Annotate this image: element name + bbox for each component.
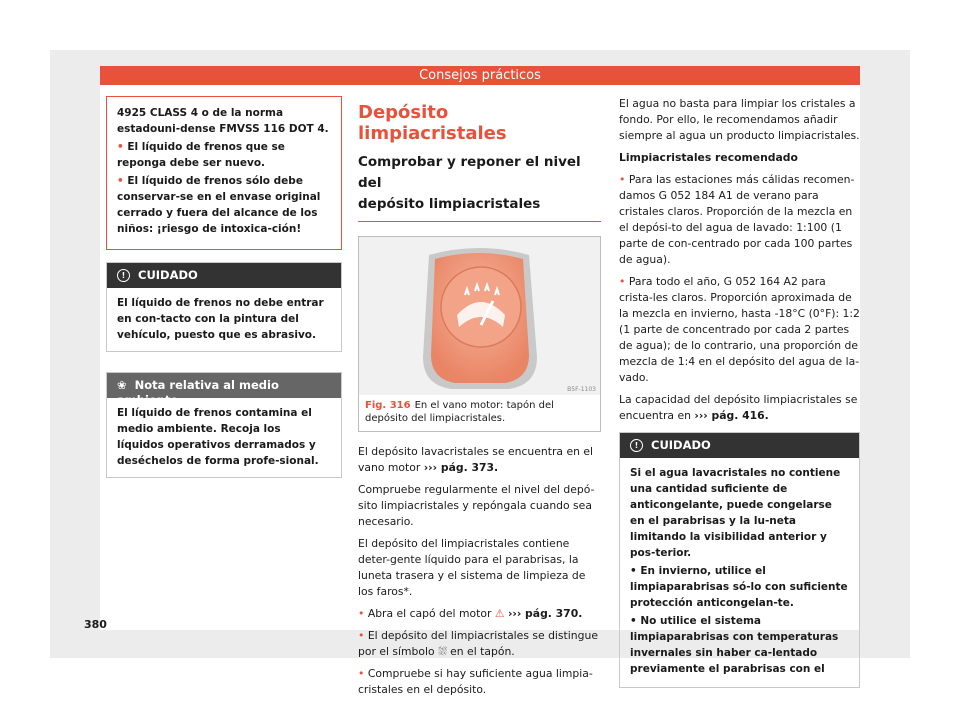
info-icon: ! (117, 269, 130, 282)
bullet-icon: • (358, 629, 365, 642)
warning-triangle-icon: ⚠ (494, 607, 505, 620)
box-line-1: 4925 CLASS 4 o de la norma estadouni-dense FMVSS 116 DOT 4. (117, 107, 329, 135)
middle-column (358, 96, 601, 704)
bullet-icon: • (619, 173, 626, 186)
page-number: 380 (84, 618, 107, 631)
bullet-item: • Para todo el año, G 052 164 A2 para crista-les claros. Proporción aproximada de la mezcla en invierno, hasta -18°C (0°F): 1:2 (1 parte de concentrado por cada 2 partes de agua); de lo contrario, una proporción de mezcla de 1:4 en el depósito del agua de la-vado. (619, 275, 860, 384)
paragraph: La capacidad del depósito limpiacristales se encuentra en ››› pág. 416. (619, 393, 858, 422)
caution-text: El líquido de frenos no debe entrar en con-tacto con la pintura del vehículo, puesto que es abrasivo. (117, 297, 324, 341)
title-rule (358, 221, 601, 222)
figure-caption: Fig. 316 En el vano motor: tapón del depósito del limpiacristales. (365, 400, 554, 424)
caution-header: ! CUIDADO (107, 263, 341, 288)
bullet-icon: • (358, 667, 365, 680)
bullet-item: • El depósito del limpiacristales se distingue por el símbolo ⛆ en el tapón. (358, 629, 598, 658)
paragraph: Compruebe regularmente el nivel del depó-sito limpiacristales y repóngala cuando sea necesario. (358, 483, 595, 528)
left-column (106, 96, 342, 478)
page-reference-link[interactable]: ››› pág. 373. (423, 461, 499, 474)
middle-body-text (358, 444, 601, 698)
bullet-item: • En invierno, utilice el limpiaparabrisas só-lo con suficiente protección anticongelan-te. (630, 565, 848, 609)
figure-code: B5F-1103 (567, 386, 596, 393)
page-reference-link[interactable]: ››› pág. 370. (507, 607, 583, 620)
figure-316 (358, 236, 601, 432)
recommended-heading: Limpiacristales recomendado (619, 151, 798, 164)
bullet-icon: • (117, 175, 124, 187)
bullet-item: • No utilice el sistema limpiaparabrisas con temperaturas invernales sin haber ca-lentado previamente el parabrisas con el (630, 615, 839, 675)
box-line-3: • El líquido de frenos sólo debe conservar-se en el envase original cerrado y fuera del alcance de los niños: ¡riesgo de intoxica-ción! (117, 175, 321, 235)
bullet-icon: • (358, 607, 365, 620)
page-header: Consejos prácticos (100, 66, 860, 85)
caution-box (619, 432, 860, 688)
bullet-item: • Abra el capó del motor ⚠ ››› pág. 370. (358, 607, 583, 620)
bullet-icon: • (117, 141, 124, 153)
washer-cap-image (359, 237, 600, 395)
box-line-2: • El líquido de frenos que se reponga debe ser nuevo. (117, 141, 285, 169)
caution-text: Si el agua lavacristales no contiene una cantidad suficiente de anticongelante, puede congelarse en el parabrisas y la lu-neta limitando la visibilidad anterior y pos-terior. • En invierno, utilice el limpiaparabrisas só-lo con suficiente protección anticongelan-te. • No utilice el sistema limpiaparabrisas con temperaturas invernales sin haber ca-lentado previamente el parabrisas con el (630, 467, 848, 675)
environment-note-text: El líquido de frenos contamina el medio ambiente. Recoja los líquidos operativos derramados y deséchelos de forma profe-sional. (117, 407, 319, 467)
right-body-text (619, 96, 860, 424)
brake-fluid-box (106, 96, 342, 250)
section-title: Depósito limpiacristales (358, 102, 507, 144)
right-column (619, 96, 860, 688)
paragraph: El agua no basta para limpiar los cristales a fondo. Por ello, le recomendamos añadir siempre al agua un producto limpiacristales. (619, 97, 860, 142)
leaf-icon: ❀ (117, 378, 127, 392)
environment-note-box (106, 372, 342, 478)
bullet-item: • Compruebe si hay suficiente agua limpia-cristales en el depósito. (358, 667, 593, 696)
caution-header: ! CUIDADO (620, 433, 859, 458)
info-icon: ! (630, 439, 643, 452)
bullet-item: • Para las estaciones más cálidas recomen-damos G 052 184 A1 de verano para cristales claros. Proporción de la mezcla en el depósi-to del agua de lavado: 1:100 (1 parte de con-centrado por cada 100 partes de agua). (619, 173, 855, 266)
washer-reservoir-cap-illustration (359, 237, 600, 395)
bullet-icon: • (619, 275, 626, 288)
caution-box (106, 262, 342, 352)
page-reference-link[interactable]: ››› pág. 416. (694, 409, 769, 422)
subsection-title: Comprobar y reponer el nivel del depósito limpiacristales (358, 154, 581, 212)
washer-symbol-icon: ⛆ (438, 645, 447, 658)
paragraph: El depósito del limpiacristales contiene deter-gente líquido para el parabrisas, la luneta trasera y el sistema de limpieza de los faros*. (358, 537, 586, 598)
environment-note-header: ❀ Nota relativa al medio ambiente (107, 373, 341, 398)
paragraph: El depósito lavacristales se encuentra en el vano motor ››› pág. 373. (358, 445, 594, 474)
